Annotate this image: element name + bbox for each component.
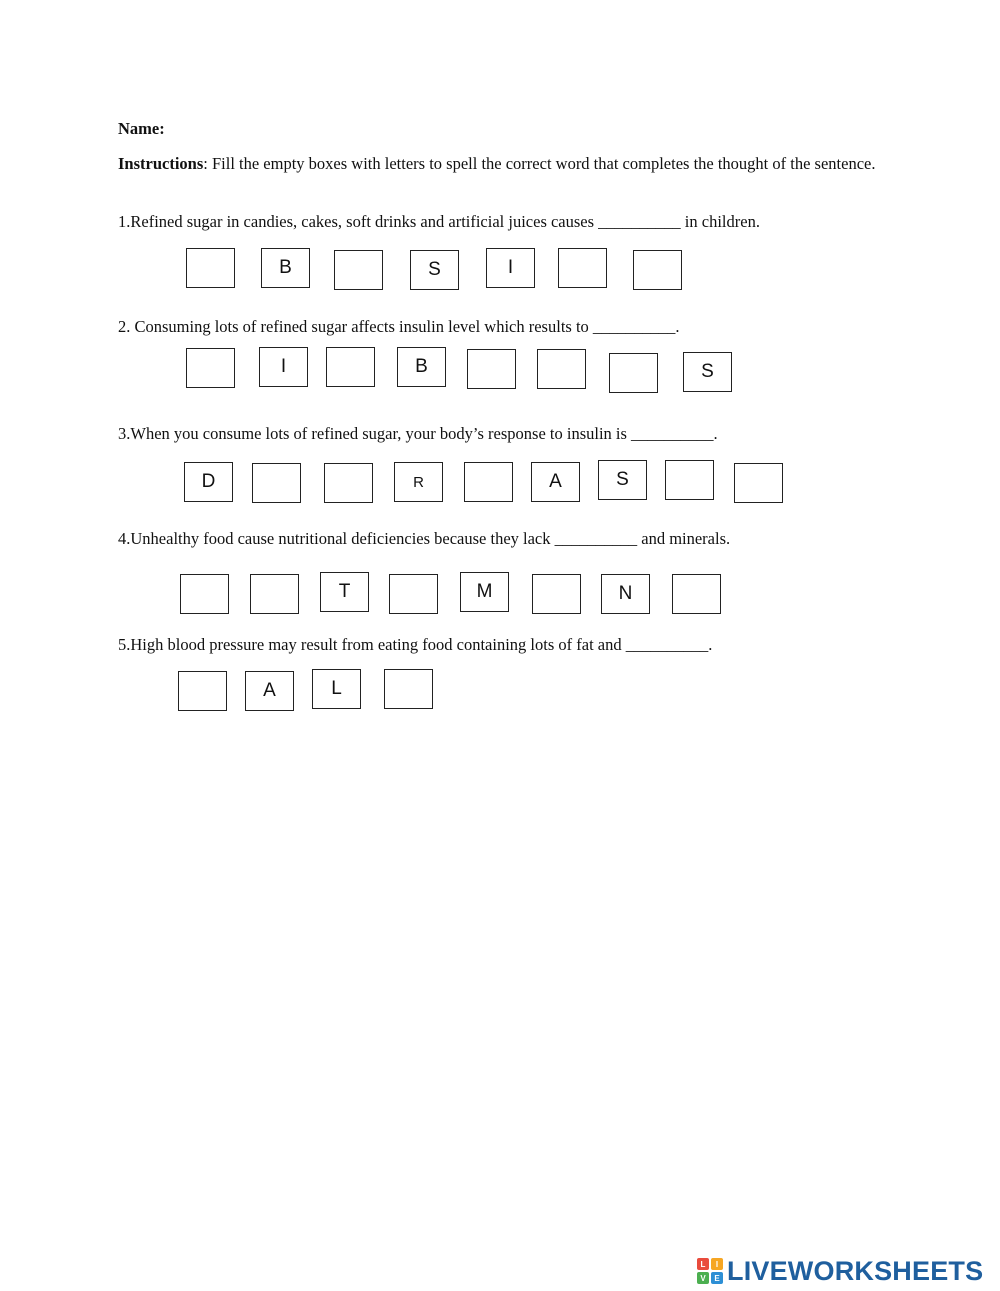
letter-box[interactable] — [186, 348, 235, 388]
letter-box[interactable]: A — [245, 671, 294, 711]
letter-box[interactable]: I — [259, 347, 308, 387]
instructions-text: : Fill the empty boxes with letters to spell the correct word that completes the thought of the sentence. — [203, 154, 876, 173]
letter-box[interactable] — [672, 574, 721, 614]
logo-tile: V — [697, 1272, 709, 1284]
letter-box[interactable] — [537, 349, 586, 389]
name-label: Name: — [118, 119, 165, 138]
letter-box[interactable] — [334, 250, 383, 290]
logo-tile: I — [711, 1258, 723, 1270]
letter-box[interactable]: B — [261, 248, 310, 288]
instructions-label: Instructions — [118, 154, 204, 173]
letter-box[interactable] — [558, 248, 607, 288]
letter-box[interactable] — [609, 353, 658, 393]
letter-box[interactable]: D — [184, 462, 233, 502]
letter-box[interactable] — [633, 250, 682, 290]
letter-box[interactable] — [734, 463, 783, 503]
letter-box[interactable] — [180, 574, 229, 614]
letter-box[interactable]: I — [486, 248, 535, 288]
letter-box[interactable] — [467, 349, 516, 389]
question-2-text: 2. Consuming lots of refined sugar affects insulin level which results to __________. — [118, 317, 680, 336]
letter-box[interactable] — [326, 347, 375, 387]
letter-box[interactable]: S — [683, 352, 732, 392]
letter-box[interactable] — [178, 671, 227, 711]
letter-box[interactable] — [665, 460, 714, 500]
instructions — [118, 153, 898, 175]
letter-box[interactable] — [250, 574, 299, 614]
question-5-text: 5.High blood pressure may result from eating food containing lots of fat and __________. — [118, 635, 713, 654]
letter-box[interactable] — [186, 248, 235, 288]
liveworksheets-mark-icon — [697, 1258, 723, 1284]
letter-box[interactable]: S — [598, 460, 647, 500]
letter-box[interactable] — [389, 574, 438, 614]
letter-box[interactable]: T — [320, 572, 369, 612]
liveworksheets-wordmark: LIVEWORKSHEETS — [727, 1255, 984, 1286]
logo-tile: E — [711, 1272, 723, 1284]
letter-box[interactable]: L — [312, 669, 361, 709]
question-4-text: 4.Unhealthy food cause nutritional deficiencies because they lack __________ and minerals. — [118, 529, 731, 548]
letter-box[interactable] — [252, 463, 301, 503]
letter-box[interactable]: M — [460, 572, 509, 612]
letter-box[interactable]: B — [397, 347, 446, 387]
letter-box[interactable] — [464, 462, 513, 502]
liveworksheets-logo — [697, 1254, 983, 1288]
letter-box[interactable]: S — [410, 250, 459, 290]
letter-box[interactable] — [324, 463, 373, 503]
question-1-text: 1.Refined sugar in candies, cakes, soft drinks and artificial juices causes __________ in children. — [118, 212, 760, 231]
letter-box[interactable] — [384, 669, 433, 709]
letter-box[interactable]: R — [394, 462, 443, 502]
logo-tile: L — [697, 1258, 709, 1270]
letter-box[interactable] — [532, 574, 581, 614]
letter-box[interactable]: A — [531, 462, 580, 502]
question-3-text: 3.When you consume lots of refined sugar, your body’s response to insulin is __________. — [118, 424, 718, 443]
letter-box[interactable]: N — [601, 574, 650, 614]
